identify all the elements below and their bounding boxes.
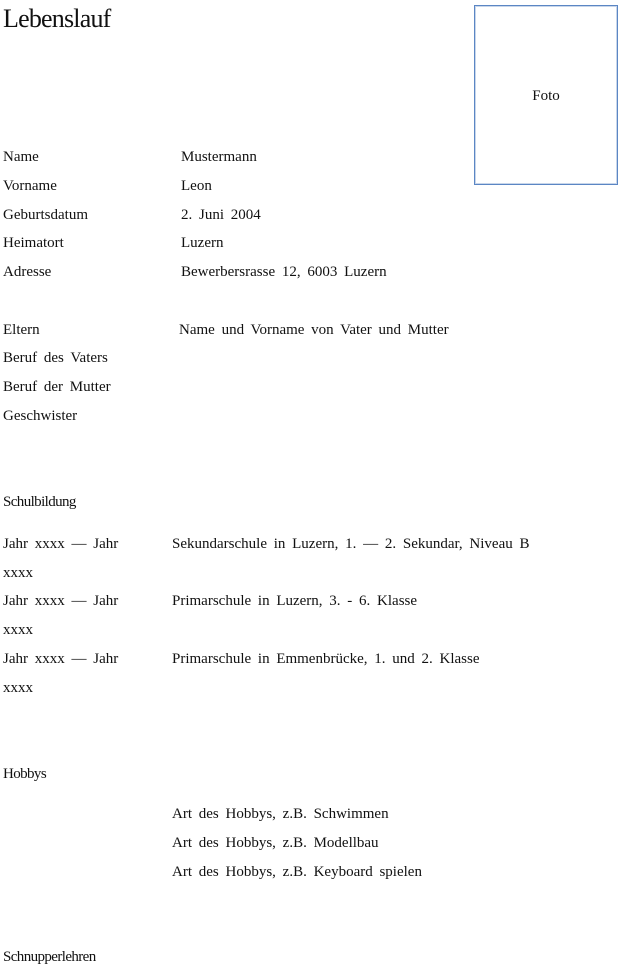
section-heading-internships: Schnupperlehren — [3, 949, 96, 965]
label-birth-date: Geburtsdatum — [3, 207, 88, 223]
section-heading-hobbies: Hobbys — [3, 766, 47, 782]
value-address: Bewerbersrasse 12, 6003 Luzern — [181, 264, 387, 280]
label-father-job: Beruf des Vaters — [3, 350, 108, 366]
school-period-3-cont: xxxx — [3, 680, 33, 696]
photo-placeholder — [474, 5, 618, 185]
school-period-3: Jahr xxxx — Jahr — [3, 651, 119, 667]
label-address: Adresse — [3, 264, 52, 280]
label-first-name: Vorname — [3, 178, 57, 194]
value-birth-date: 2. Juni 2004 — [181, 207, 261, 223]
school-period-1-cont: xxxx — [3, 565, 33, 581]
label-mother-job: Beruf der Mutter — [3, 379, 111, 395]
value-first-name: Leon — [181, 178, 212, 194]
section-heading-schooling: Schulbildung — [3, 494, 76, 510]
label-hometown: Heimatort — [3, 235, 64, 251]
value-parents: Name und Vorname von Vater und Mutter — [179, 322, 449, 338]
hobby-item-2: Art des Hobbys, z.B. Modellbau — [172, 835, 379, 851]
hobby-item-3: Art des Hobbys, z.B. Keyboard spielen — [172, 864, 422, 880]
label-siblings: Geschwister — [3, 408, 78, 424]
photo-label: Foto — [532, 88, 560, 104]
value-hometown: Luzern — [181, 235, 224, 251]
school-period-2-cont: xxxx — [3, 622, 33, 638]
school-description-3: Primarschule in Emmenbrücke, 1. und 2. Klasse — [172, 651, 480, 667]
label-parents: Eltern — [3, 322, 40, 338]
hobby-item-1: Art des Hobbys, z.B. Schwimmen — [172, 806, 389, 822]
document-title: Lebenslauf — [3, 4, 111, 33]
school-period-2: Jahr xxxx — Jahr — [3, 593, 119, 609]
school-description-2: Primarschule in Luzern, 3. - 6. Klasse — [172, 593, 418, 609]
school-description-1: Sekundarschule in Luzern, 1. — 2. Sekundar, Niveau B — [172, 536, 530, 552]
school-period-1: Jahr xxxx — Jahr — [3, 536, 119, 552]
value-name: Mustermann — [181, 149, 257, 165]
label-name: Name — [3, 149, 39, 165]
